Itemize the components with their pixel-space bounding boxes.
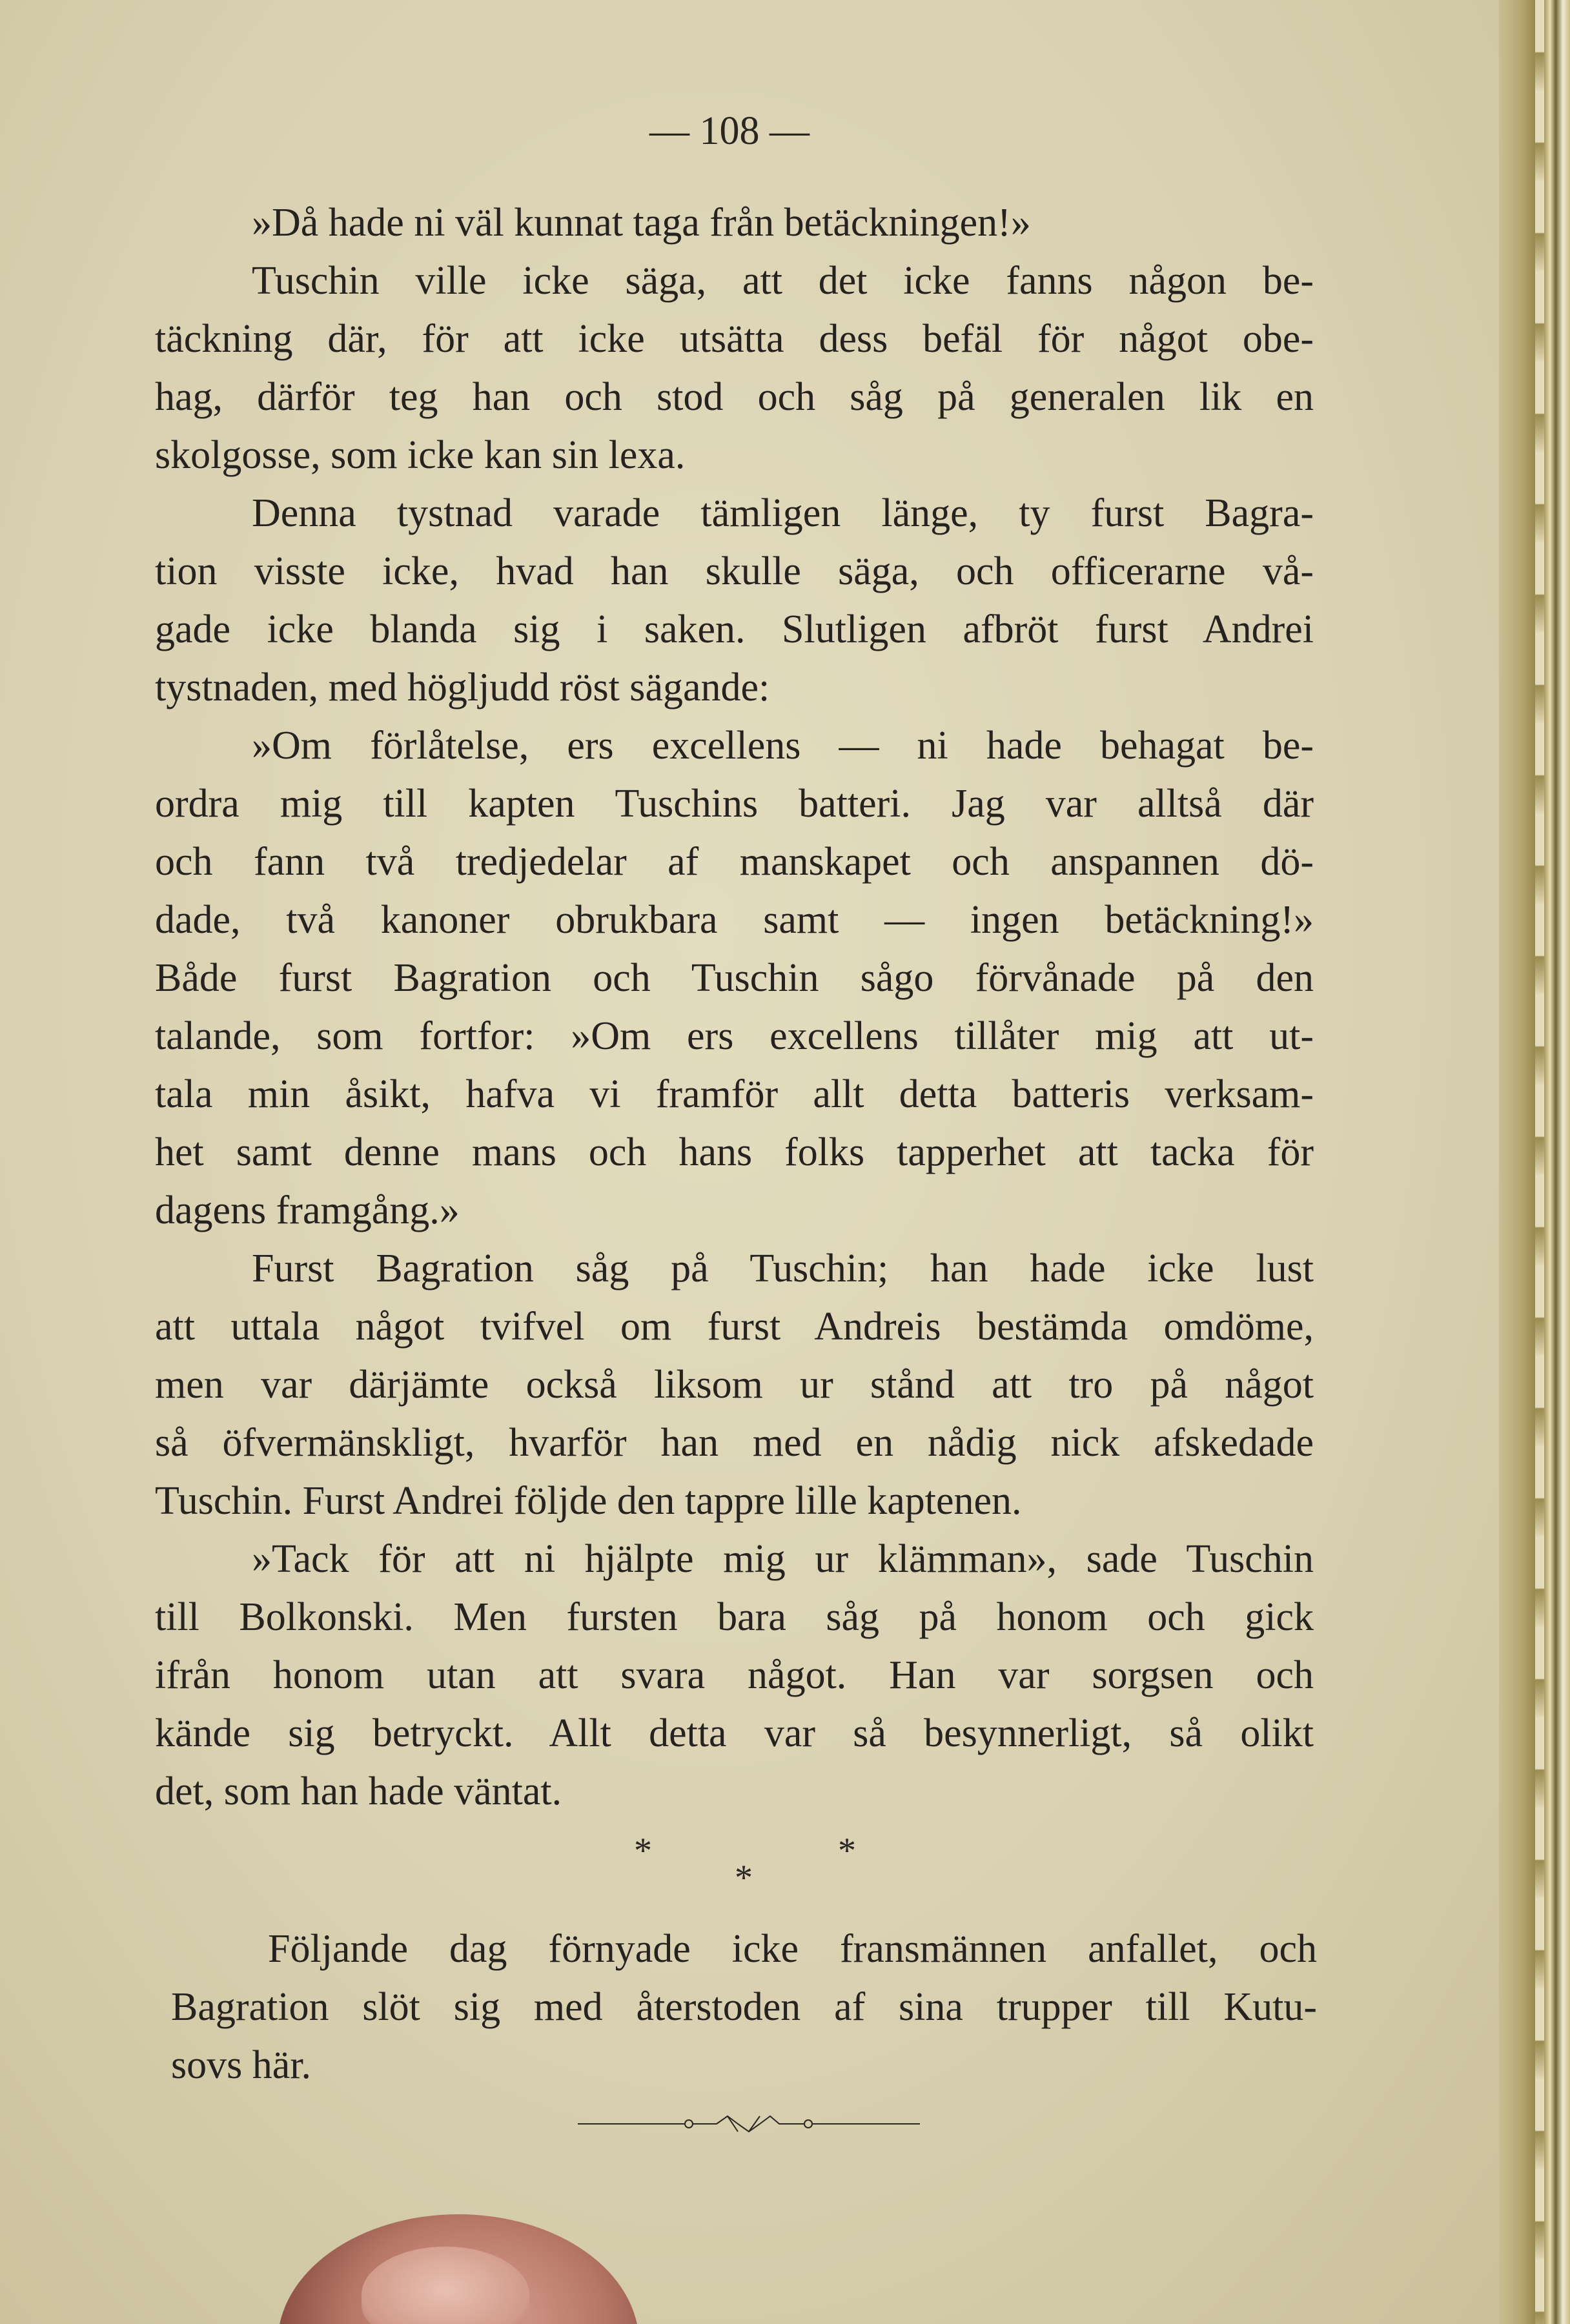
text-line: täckning där, för att icke utsätta dess befäl för något obe- xyxy=(155,317,1314,361)
text-line: Följande dag förnyade icke fransmännen anfallet, och xyxy=(268,1927,1317,1971)
text-line: Bagration slöt sig med återstoden af sina trupper till Kutu- xyxy=(171,1985,1317,2029)
text-line: talande, som fortfor: »Om ers excellens tillåter mig att ut- xyxy=(155,1014,1314,1058)
page-number: — 108 — xyxy=(649,109,810,153)
text-line: Både furst Bagration och Tuschin sågo förvånade på den xyxy=(155,956,1314,1000)
text-line: tystnaden, med högljudd röst sägande: xyxy=(155,666,770,709)
text-line: »Om förlåtelse, ers excellens — ni hade behagat be- xyxy=(252,724,1314,768)
text-line: tion visste icke, hvad han skulle säga, och officerarne vå- xyxy=(155,549,1314,593)
text-line: kände sig betryckt. Allt detta var så besynnerligt, så olikt xyxy=(155,1711,1314,1755)
text-line: »Tack för att ni hjälpte mig ur klämman», sade Tuschin xyxy=(252,1537,1314,1581)
separator-star: * xyxy=(735,1858,753,1898)
text-line: dagens framgång.» xyxy=(155,1188,460,1232)
text-line: men var därjämte också liksom ur stånd att tro på något xyxy=(155,1363,1314,1407)
end-ornament xyxy=(578,2111,920,2137)
text-line: gade icke blanda sig i saken. Slutligen afbröt furst Andrei xyxy=(155,607,1314,651)
text-line: »Då hade ni väl kunnat taga från betäckningen!» xyxy=(252,201,1031,245)
text-line: och fann två tredjedelar af manskapet och anspannen dö- xyxy=(155,840,1314,884)
text-line: Tuschin. Furst Andrei följde den tappre lille kaptenen. xyxy=(155,1479,1022,1523)
text-line: dade, två kanoner obrukbara samt — ingen betäckning!» xyxy=(155,898,1314,942)
page-edge-stack xyxy=(1535,0,1544,2324)
text-line: skolgosse, som icke kan sin lexa. xyxy=(155,433,686,477)
text-line: till Bolkonski. Men fursten bara såg på honom och gick xyxy=(155,1595,1314,1639)
section-separator xyxy=(0,1830,1570,1914)
text-line: ordra mig till kapten Tuschins batteri. Jag var alltså där xyxy=(155,782,1314,826)
text-line: Furst Bagration såg på Tuschin; han hade icke lust xyxy=(252,1247,1314,1290)
body-text xyxy=(155,194,1314,1820)
text-line: sovs här. xyxy=(171,2043,311,2087)
text-line: hag, därför teg han och stod och såg på generalen lik en xyxy=(155,375,1314,419)
book-spine-edge xyxy=(1499,0,1570,2324)
separator-star: * xyxy=(838,1831,856,1871)
text-line: att uttala något tvifvel om furst Andreis bestämda omdöme, xyxy=(155,1305,1314,1349)
final-paragraph xyxy=(171,1921,1317,2095)
text-line: tala min åsikt, hafva vi framför allt detta batteris verksam- xyxy=(155,1072,1314,1116)
text-line: het samt denne mans och hans folks tapperhet att tacka för xyxy=(155,1130,1314,1174)
text-line: Tuschin ville icke säga, att det icke fanns någon be- xyxy=(252,259,1314,303)
text-line: Denna tystnad varade tämligen länge, ty furst Bagra- xyxy=(252,491,1314,535)
text-line: det, som han hade väntat. xyxy=(155,1769,562,1813)
text-line: ifrån honom utan att svara något. Han var sorgsen och xyxy=(155,1653,1314,1697)
separator-star: * xyxy=(634,1831,652,1871)
text-line: så öfvermänskligt, hvarför han med en nådig nick afskedade xyxy=(155,1421,1314,1465)
